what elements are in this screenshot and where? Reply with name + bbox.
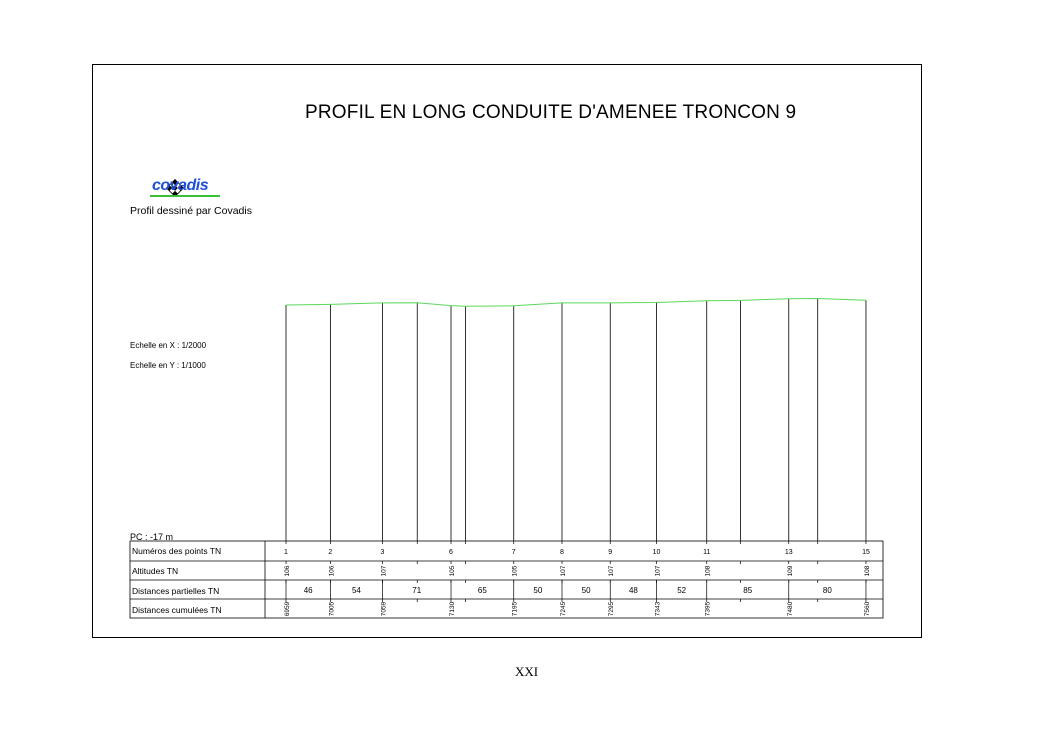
cumulative-distance-label: 7245: [559, 601, 567, 617]
cumulative-distance-label: 6959: [284, 601, 291, 617]
altitude-label: 107: [654, 565, 662, 577]
altitude-label: 106: [284, 565, 291, 577]
point-number-label: 11: [703, 549, 711, 556]
point-number-label: 8: [560, 549, 564, 556]
cumulative-distance-label: 7130: [449, 601, 457, 617]
point-number-label: 15: [862, 549, 870, 556]
row-label-partial: Distances partielles TN: [132, 586, 220, 596]
drawing-title: PROFIL EN LONG CONDUITE D'AMENEE TRONCON 9: [305, 102, 797, 123]
drawn-by-note: Profil dessiné par Covadis: [130, 205, 252, 217]
point-number-label: 3: [380, 549, 385, 556]
scale-x-label: Echelle en X : 1/2000: [130, 341, 207, 350]
point-number-label: 2: [328, 549, 333, 556]
point-number-label: 13: [784, 549, 793, 556]
partial-distance-label: 85: [743, 586, 753, 595]
altitude-label: 108: [863, 565, 871, 577]
partial-distance-label: 65: [477, 586, 487, 595]
altitude-label: 107: [380, 565, 388, 577]
data-table-border: [130, 541, 883, 618]
row-label-cumulative: Distances cumulées TN: [132, 605, 222, 615]
altitude-label: 107: [559, 565, 567, 577]
cumulative-distance-label: 7480: [786, 601, 794, 617]
scale-y-label: Echelle en Y : 1/1000: [130, 361, 206, 370]
altitude-label: 106: [328, 565, 336, 577]
point-number-label: 9: [608, 549, 613, 556]
altitude-label: 105: [511, 565, 519, 577]
point-number-label: 10: [652, 549, 661, 556]
partial-distance-label: 54: [351, 586, 361, 595]
cumulative-distance-label: 7560: [863, 601, 871, 617]
terrain-profile-line: [286, 299, 866, 307]
row-label-points: Numéros des points TN: [132, 546, 222, 556]
altitude-label: 107: [608, 565, 616, 577]
brand-logo: covadis: [152, 177, 209, 194]
reference-plane-label: PC : -17 m: [130, 532, 174, 542]
partial-distance-label: 80: [822, 586, 832, 595]
partial-distance-label: 52: [677, 586, 687, 595]
page-number: XXI: [514, 664, 539, 679]
partial-distance-label: 71: [412, 586, 422, 595]
partial-distance-label: 50: [581, 586, 591, 595]
cumulative-distance-label: 7395: [704, 601, 712, 617]
altitude-label: 109: [786, 565, 794, 577]
altitude-label: 105: [449, 565, 457, 577]
point-number-label: 7: [511, 549, 516, 556]
partial-distance-label: 46: [303, 586, 313, 595]
cumulative-distance-label: 7005: [328, 601, 336, 617]
point-number-label: 1: [284, 549, 288, 556]
altitude-label: 108: [704, 565, 712, 577]
partial-distance-label: 48: [628, 586, 638, 595]
cumulative-distance-label: 7059: [380, 601, 388, 617]
row-label-altitudes: Altitudes TN: [132, 566, 179, 576]
cumulative-distance-label: 7295: [608, 601, 616, 617]
partial-distance-label: 50: [533, 586, 543, 595]
cumulative-distance-label: 7195: [511, 601, 519, 617]
cumulative-distance-label: 7343: [654, 601, 662, 617]
point-number-label: 6: [449, 549, 453, 556]
